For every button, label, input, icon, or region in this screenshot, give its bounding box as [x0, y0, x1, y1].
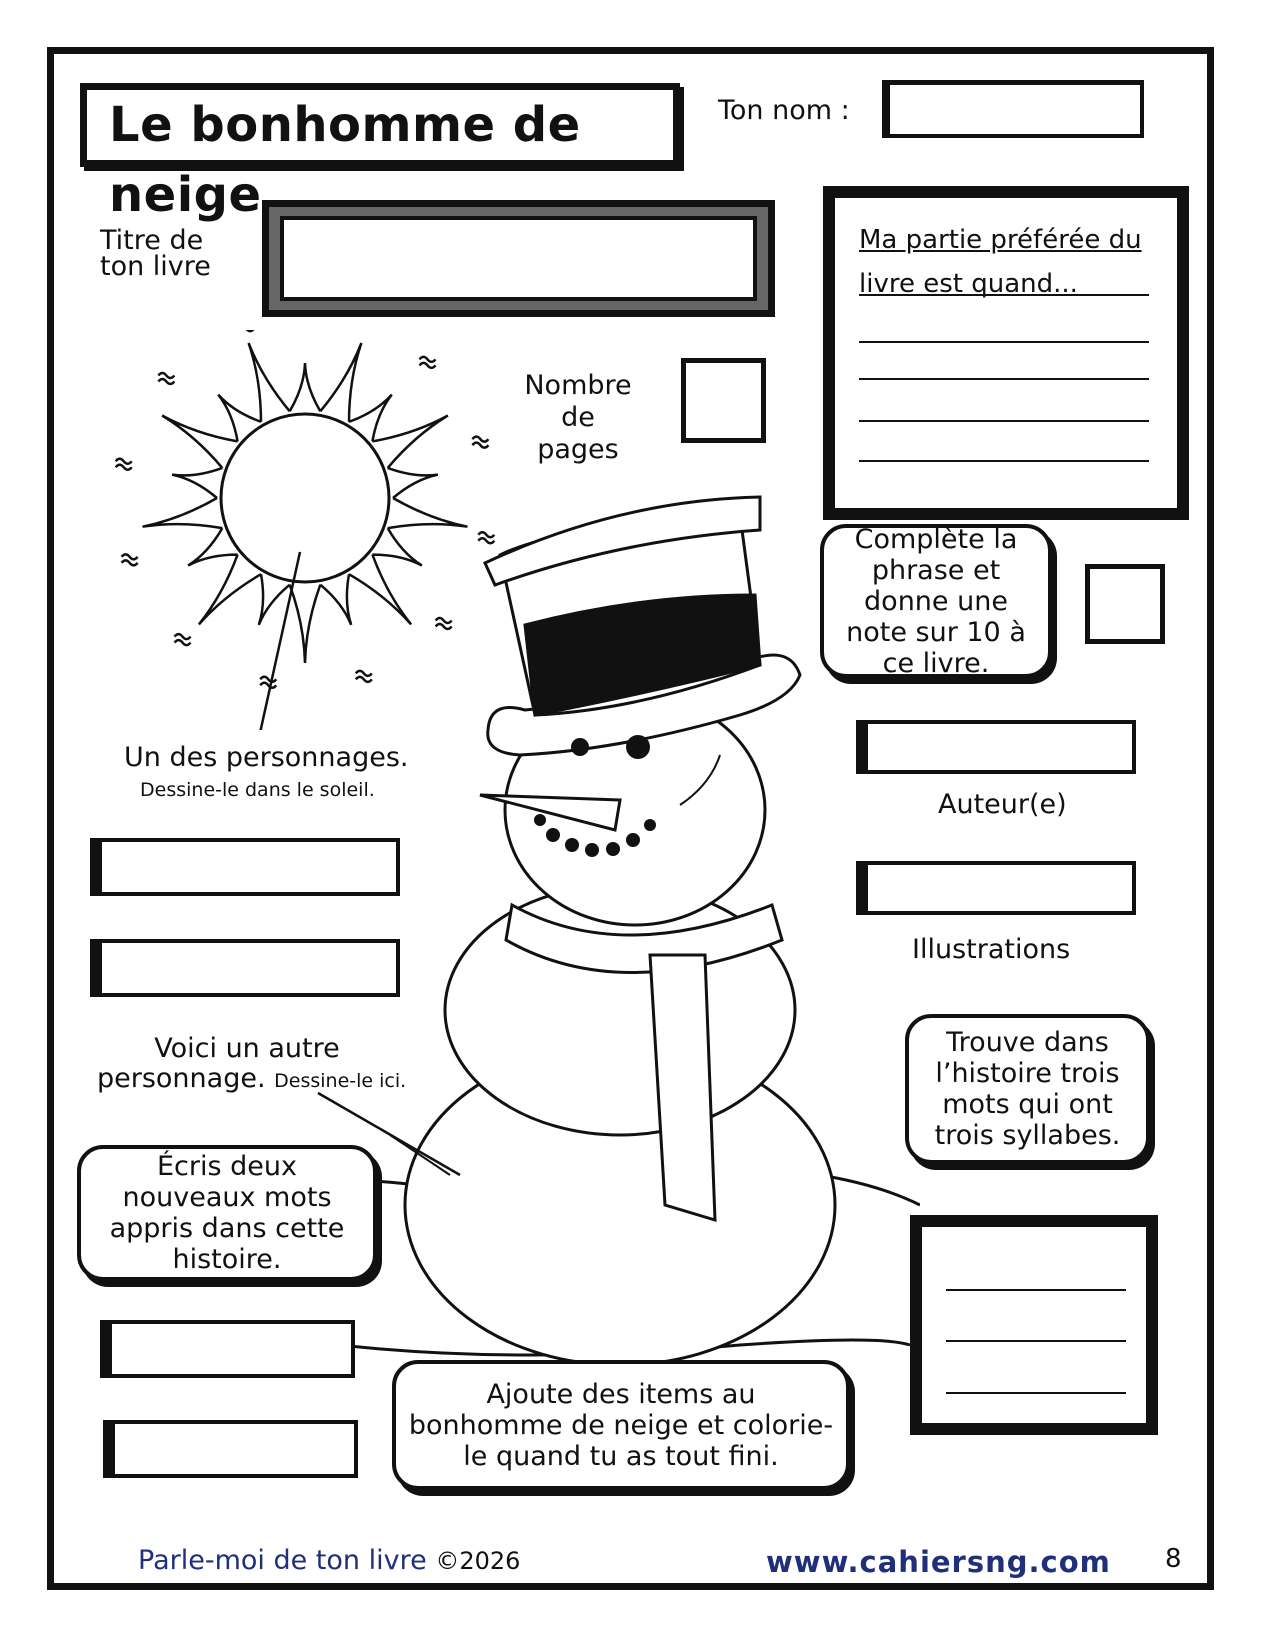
character1-hint: Dessine-le dans le soleil.	[140, 779, 375, 801]
page-title: Le bonhomme de neige	[80, 83, 680, 167]
favorite-heading-line2: livre est quand...	[859, 269, 1078, 299]
heat-squiggle	[175, 634, 191, 645]
favorite-line[interactable]	[859, 341, 1149, 343]
favorite-line[interactable]	[859, 420, 1149, 422]
character1-label: Un des personnages.	[124, 742, 409, 773]
book-title-label-line2: ton livre	[100, 251, 211, 282]
rating-score-field[interactable]	[1085, 564, 1165, 644]
syllables-prompt-bubble: Trouve dans l’histoire trois mots qui ont trois syllabes.	[905, 1014, 1150, 1164]
heat-squiggle	[122, 554, 138, 565]
author-label: Auteur(e)	[938, 789, 1067, 820]
rating-prompt-bubble: Complète la phrase et donne une note sur 10 à ce livre.	[820, 524, 1052, 678]
character2-label-line2: personnage.	[97, 1063, 266, 1094]
heat-squiggle	[116, 459, 132, 470]
book-title-field[interactable]	[262, 200, 775, 317]
heat-squiggle	[419, 357, 435, 368]
book-title-field-inner[interactable]	[280, 216, 757, 301]
heat-squiggle	[238, 330, 254, 331]
syllables-line[interactable]	[946, 1392, 1126, 1394]
heat-squiggle	[158, 373, 174, 384]
name-label: Ton nom :	[718, 95, 850, 126]
footer-copyright: ©2026	[435, 1547, 521, 1575]
pages-count-field[interactable]	[681, 358, 766, 443]
footer-series	[138, 1545, 520, 1576]
heat-squiggle	[260, 677, 276, 688]
syllables-answer-box	[910, 1215, 1158, 1435]
syllables-line[interactable]	[946, 1289, 1126, 1291]
author-field[interactable]	[856, 720, 1136, 774]
favorite-line[interactable]	[859, 378, 1149, 380]
pages-label-line1: Nombre	[524, 370, 632, 401]
pages-label	[518, 370, 638, 466]
illustrator-field[interactable]	[856, 861, 1136, 915]
pages-label-line2: de pages	[537, 402, 619, 465]
new-word-field-1[interactable]	[100, 1320, 355, 1378]
favorite-heading-line1: Ma partie préférée du	[859, 225, 1142, 255]
favorite-part-heading	[835, 198, 1177, 306]
snowman-prompt-bubble: Ajoute des items au bonhomme de neige et colorie-le quand tu as tout fini.	[392, 1360, 850, 1490]
syllables-line[interactable]	[946, 1340, 1126, 1342]
name-field[interactable]	[882, 80, 1144, 138]
illustrations-label: Illustrations	[912, 934, 1071, 965]
heat-squiggle	[472, 437, 488, 448]
footer-series-title: Parle-moi de ton livre	[138, 1545, 427, 1576]
footer-website-link[interactable]: www.cahiersng.com	[766, 1545, 1111, 1579]
book-title-label	[100, 225, 211, 282]
favorite-line[interactable]	[859, 460, 1149, 462]
new-words-prompt-bubble: Écris deux nouveaux mots appris dans cette histoire.	[77, 1145, 377, 1281]
favorite-line[interactable]	[859, 294, 1149, 296]
book-title-label-line1: Titre de	[100, 225, 204, 256]
new-word-field-2[interactable]	[103, 1420, 358, 1478]
character2-label-line1: Voici un autre	[154, 1033, 340, 1064]
page-number: 8	[1165, 1544, 1182, 1574]
character2-hint: Dessine-le ici.	[274, 1070, 407, 1092]
favorite-part-box	[823, 186, 1189, 520]
